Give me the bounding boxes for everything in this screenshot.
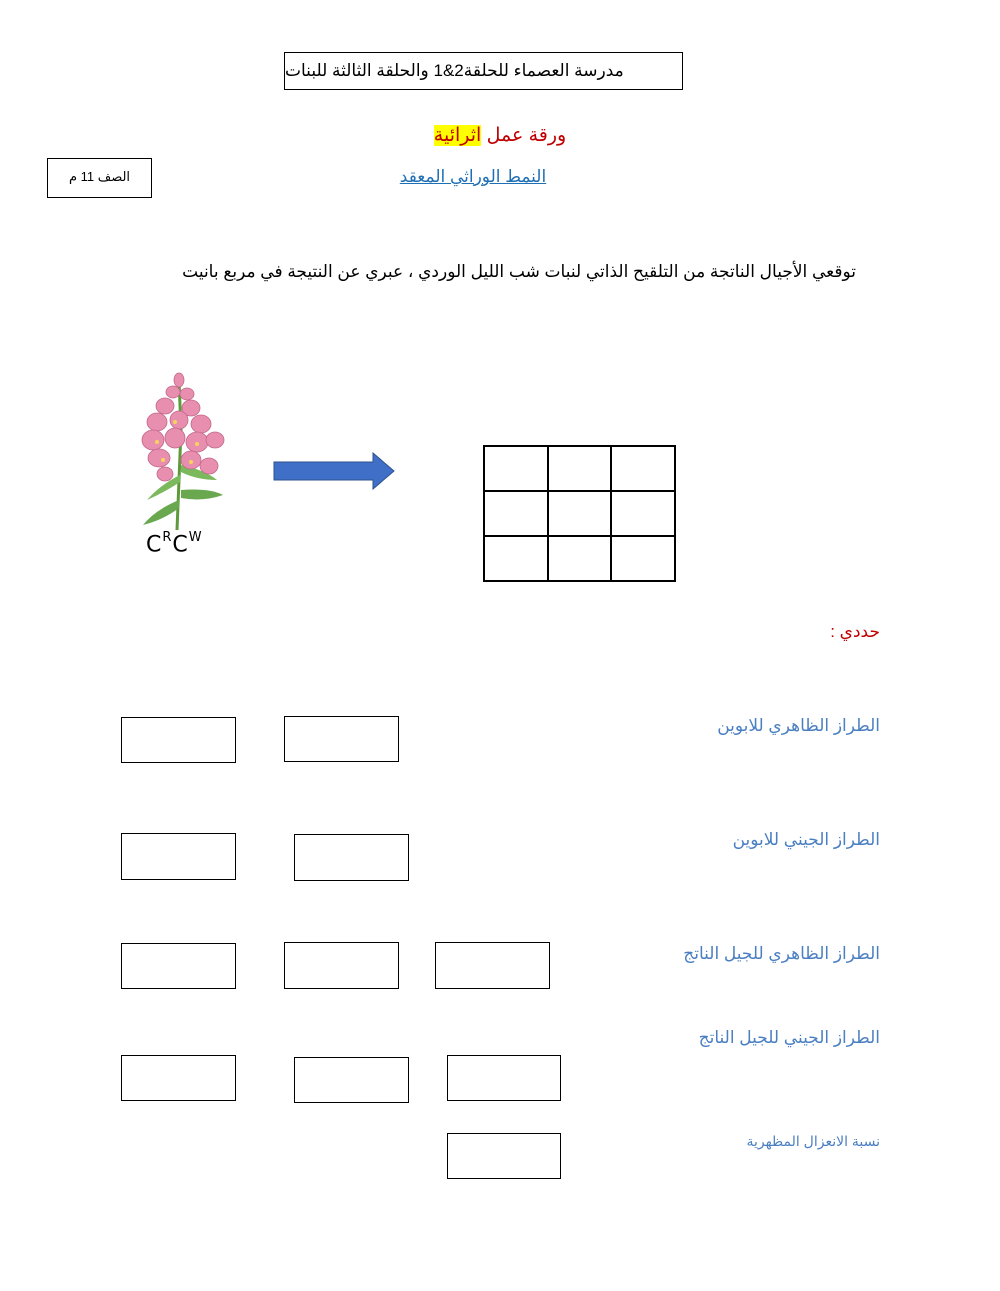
punnett-cell[interactable]: [548, 491, 612, 536]
punnett-cell[interactable]: [611, 536, 675, 581]
punnett-cell[interactable]: [484, 491, 548, 536]
offspring-phenotype-label: الطراز الظاهري للجيل الناتج: [683, 944, 880, 963]
punnett-square: [483, 445, 676, 582]
offspring-genotype-answer-box[interactable]: [447, 1055, 561, 1101]
title-highlight: اثرائية: [433, 125, 482, 146]
worksheet-title: [0, 124, 1000, 147]
grade-box: [47, 158, 152, 198]
offspring-genotype-answer-box[interactable]: [294, 1057, 409, 1103]
offspring-phenotype-answer-box[interactable]: [121, 943, 236, 989]
snapdragon-flower-icon: [135, 370, 245, 535]
parents-phenotype-answer-box[interactable]: [284, 716, 399, 762]
offspring-phenotype-answer-box[interactable]: [284, 942, 399, 989]
punnett-cell[interactable]: [548, 446, 612, 491]
genotype-allele-1: C: [146, 532, 163, 558]
right-arrow-icon: [273, 452, 396, 490]
genotype-superscript-2: W: [188, 530, 203, 545]
punnett-cell[interactable]: [548, 536, 612, 581]
punnett-cell[interactable]: [484, 446, 548, 491]
punnett-cell[interactable]: [611, 446, 675, 491]
punnett-cell[interactable]: [611, 491, 675, 536]
offspring-genotype-answer-box[interactable]: [121, 1055, 236, 1101]
parents-genotype-label: الطراز الجيني للابوين: [732, 830, 880, 849]
parents-genotype-answer-box[interactable]: [121, 833, 236, 880]
school-name-box: [284, 52, 683, 90]
question-text: توقعي الأجيال الناتجة من التلقيح الذاتي لنبات شب الليل الوردي ، عبري عن النتيجة في مربع بانيت: [182, 262, 856, 281]
worksheet-subtitle: النمط الوراثي المعقد: [399, 167, 547, 186]
determine-label: حددي :: [830, 622, 880, 641]
parents-phenotype-label: الطراز الظاهري للابوين: [717, 716, 880, 735]
plant-genotype: [146, 532, 203, 557]
offspring-phenotype-answer-box[interactable]: [435, 942, 550, 989]
phenotypic-ratio-label: نسبة الانعزال المظهرية: [746, 1133, 880, 1149]
genotype-superscript-1: R: [162, 530, 173, 545]
title-part1: ورقة عمل: [481, 125, 567, 146]
punnett-cell[interactable]: [484, 536, 548, 581]
parents-phenotype-answer-box[interactable]: [121, 717, 236, 763]
offspring-genotype-label: الطراز الجيني للجيل الناتج: [698, 1028, 880, 1047]
genotype-allele-2: C: [172, 532, 189, 558]
phenotypic-ratio-answer-box[interactable]: [447, 1133, 561, 1179]
school-name: مدرسة العصماء للحلقة2&1 والحلقة الثالثة للبنات: [285, 61, 624, 80]
grade-label: الصف 11 م: [68, 169, 131, 184]
parents-genotype-answer-box[interactable]: [294, 834, 409, 881]
